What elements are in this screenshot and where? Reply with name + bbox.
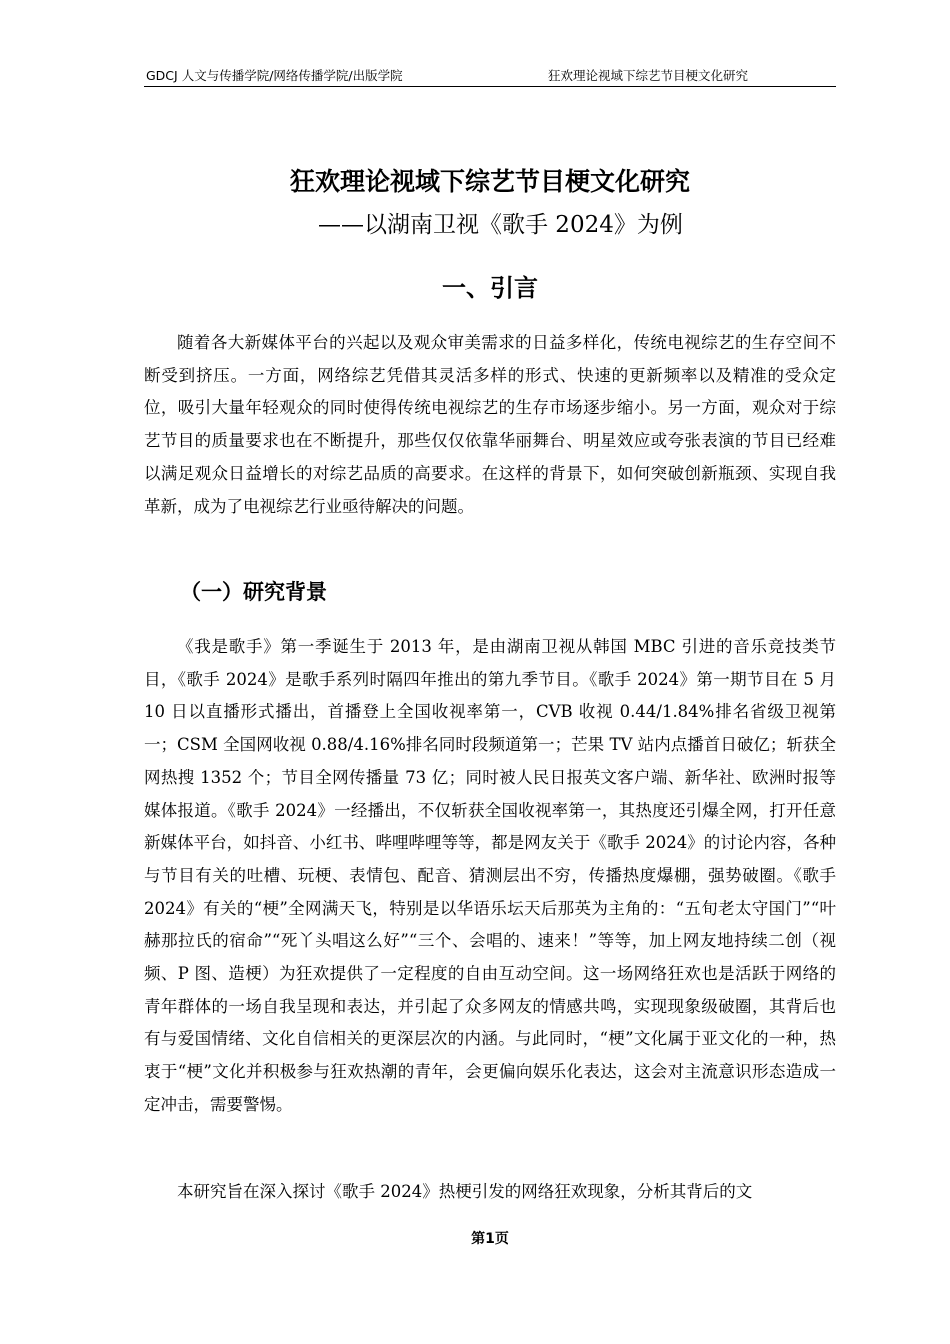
intro-paragraph: 随着各大新媒体平台的兴起以及观众审美需求的日益多样化，传统电视综艺的生存空间不断受到挤压。一方面，网络综艺凭借其灵活多样的形式、快速的更新频率以及精准的受众定位，吸引大量年轻观众的同时使得传统电视综艺的生存市场逐步缩小。另一方面，观众对于综艺节目的质量要求也在不断提升，那些仅仅依靠华丽舞台、明星效应或夸张表演的节目已经难以满足观众日益增长的对综艺品质的高要求。在这样的背景下，如何突破创新瓶颈、实现自我革新，成为了电视综艺行业亟待解决的问题。 [144,333,836,516]
closing-paragraph: 本研究旨在深入探讨《歌手 2024》热梗引发的网络狂欢现象，分析其背后的文 [177,1182,753,1201]
header-paper-title: 狂欢理论视域下综艺节目梗文化研究 [548,68,749,83]
subsection-heading-background: （一）研究背景 [180,580,327,604]
background-paragraph: 《我是歌手》第一季诞生于 2013 年，是由湖南卫视从韩国 MBC 引进的音乐竞技类节目，《歌手 2024》是歌手系列时隔四年推出的第九季节目。《歌手 2024》第一期节目在 5 月 10 日以直播形式播出，首播登上全国收视率第一，CVB 收视 0.44/1.84%排名省级卫视第一；CSM 全国网收视 0.88/4.16%排名同时段频道第一；芒果 TV 站内点播首日破亿；斩获全网热搜 1352 个；节目全网传播量 73 亿；同时被人民日报英文客户端、新华社、欧洲时报等媒体报道。《歌手 2024》一经播出，不仅斩获全国收视率第一，其热度还引爆全网，打开任意新媒体平台，如抖音、小红书、哔哩哔哩等等，都是网友关于《歌手 2024》的讨论内容，各种与节目有关的吐槽、玩梗、表情包、配音、猜测层出不穷，传播热度爆棚，强势破圈。《歌手 2024》有关的“梗”全网满天飞，特别是以华语乐坛天后那英为主角的：“五旬老太守国门”“叶赫那拉氏的宿命”“死丫头唱这么好”“三个、会唱的、速来！”等等，加上网友地持续二创（视频、P 图、造梗）为狂欢提供了一定程度的自由互动空间。这一场网络狂欢也是活跃于网络的青年群体的一场自我呈现和表达，并引起了众多网友的情感共鸣，实现现象级破圈，其背后也有与爱国情绪、文化自信相关的更深层次的内涵。与此同时，“梗”文化属于亚文化的一种，热衷于“梗”文化并积极参与狂欢热潮的青年，会更偏向娱乐化表达，这会对主流意识形态造成一定冲击，需要警惕。 [144,637,836,1114]
paper-title: 狂欢理论视域下综艺节目梗文化研究 [289,167,690,196]
header-institution: GDCJ 人文与传播学院/网络传播学院/出版学院 [146,68,403,83]
running-header [144,66,836,87]
section-heading-introduction: 一、引言 [442,274,538,302]
page-number: 第1页 [471,1231,509,1247]
paper-subtitle: ——以湖南卫视《歌手 2024》为例 [318,212,683,238]
